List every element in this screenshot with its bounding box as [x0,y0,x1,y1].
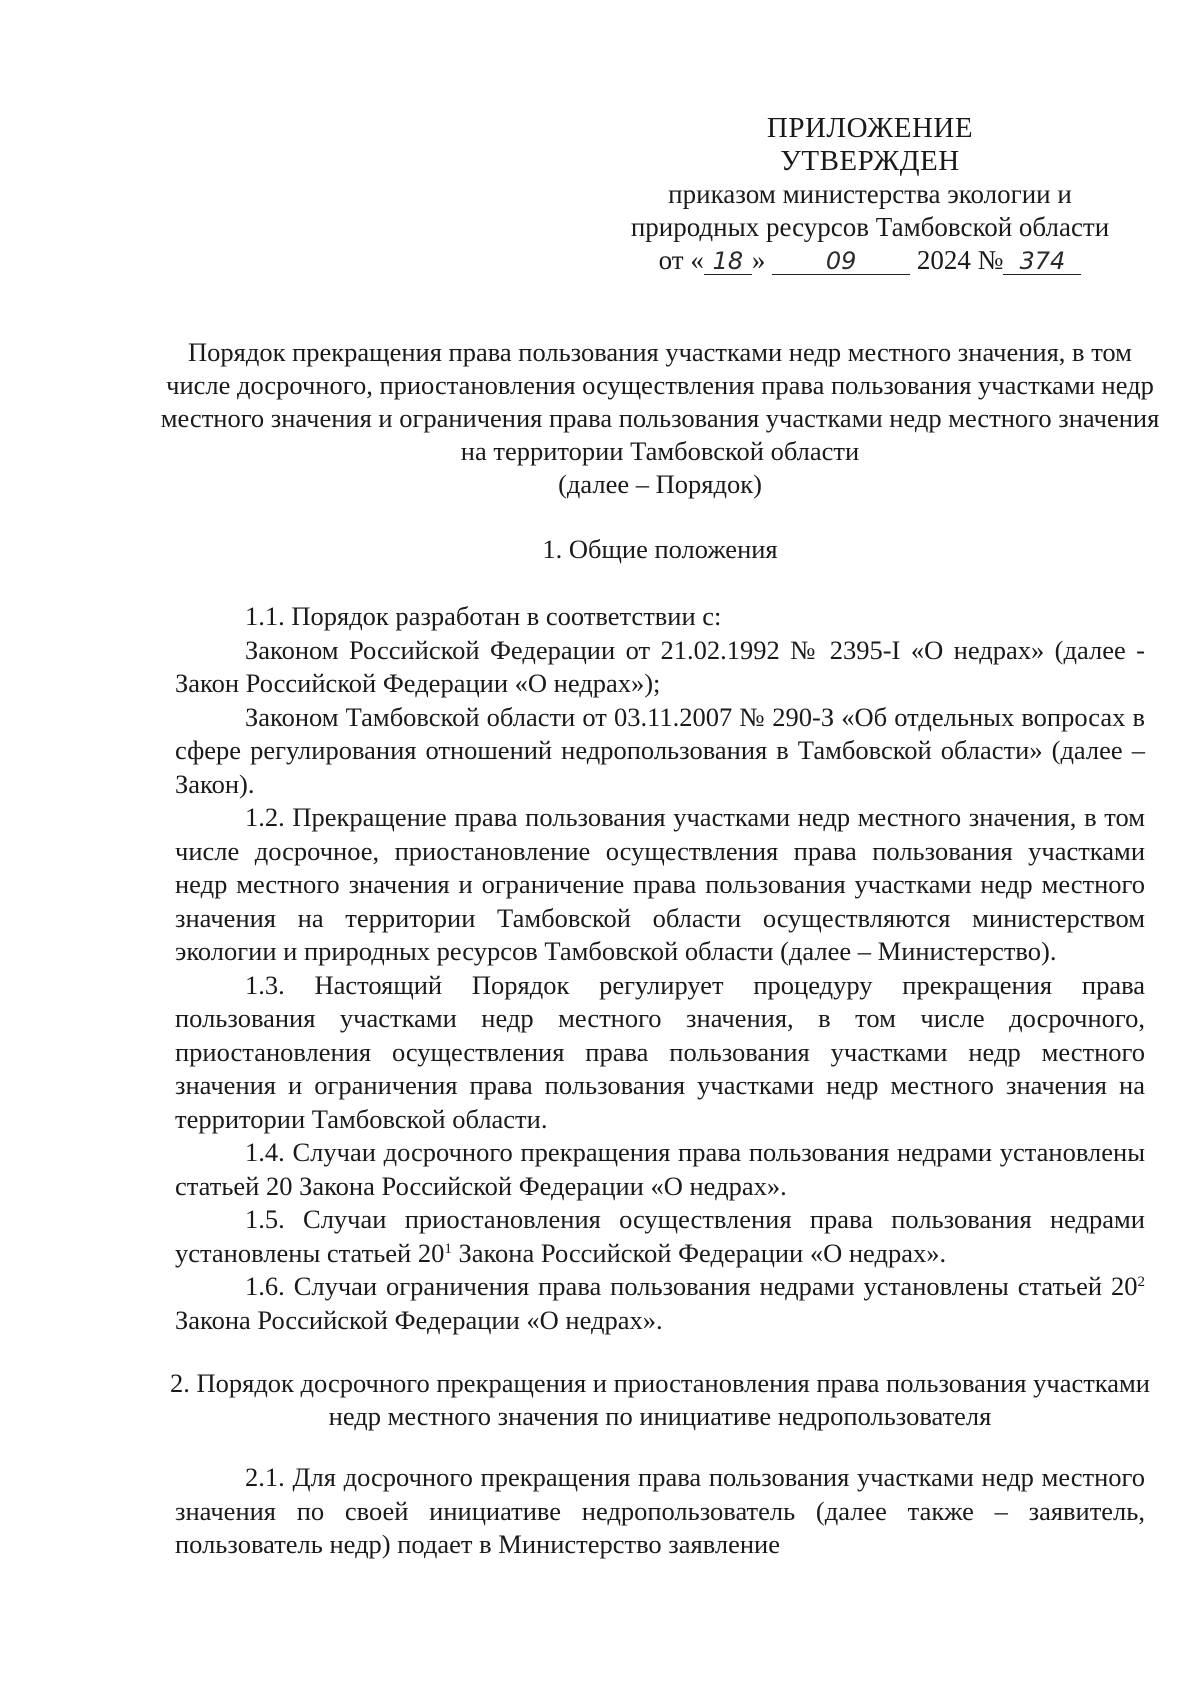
date-year: 2024 № [916,245,1004,275]
p1-6-text-b: Закона Российской Федерации «О недрах». [175,1304,663,1335]
paragraph-1-2: 1.2. Прекращение права пользования участками недр местного значения, в том числе досрочное, приостановление осуществления права пользования участками недр местного значения и ограничение права пользования участками недр местного значения на территории Тамбовской области осуществляются министерством экологии и природных ресурсов Тамбовской области (далее – Министерство). [175,802,1145,966]
date-mid: » [751,245,766,275]
approval-date-line [600,244,1140,277]
date-prefix: от « [658,245,704,275]
paragraph-1-6 [175,1270,1145,1337]
paragraph-1-4: 1.4. Случаи досрочного прекращения права пользования недрами установлены статьей 20 Закона Российской Федерации «О недрах». [175,1137,1145,1201]
approval-line-1: приказом министерства экологии и [668,179,1072,209]
p1-6-text-a: 1.6. Случаи ограничения права пользования недрами установлены статьей 20 [245,1271,1138,1301]
p1-5-text-a: 1.5. Случаи приостановления осуществления права пользования недрами установлены статьей 20 [175,1204,1145,1268]
paragraph-1-1: 1.1. Порядок разработан в соответствии с: [245,601,722,631]
approval-stamp [600,112,1140,277]
paragraph-2-1: 2.1. Для досрочного прекращения права пользования участками недр местного значения по своей инициативе недропользователь (далее также – заявитель, пользователь недр) подает в Министерство заявление [175,1462,1145,1559]
section-1-heading: 1. Общие положения [542,534,778,564]
p1-6-sup: 2 [1137,1274,1145,1290]
section-1-body [175,600,1145,1337]
order-number: 374 [1003,248,1081,275]
approved-label: УТВЕРЖДЕН [780,145,960,177]
paragraph-1-3: 1.3. Настоящий Порядок регулирует процедуру прекращения права пользования участками недр местного значения, в том числе досрочного, приостановления осуществления права пользования участками недр местного значения и ограничения права пользования участками недр местного значения на территории Тамбовской области. [175,969,1145,1134]
paragraph-1-5 [175,1203,1145,1270]
date-month: 09 [772,248,910,275]
appendix-label: ПРИЛОЖЕНИЕ [766,112,974,144]
section-2-body [175,1461,1145,1562]
title-text: Порядок прекращения права пользования участками недр местного значения, в том числе досрочного, приостановления осуществления права пользования участками недр местного значения и ограничения права пользования участками недр местного значения на территории Тамбовской области [160,337,1160,466]
approval-line-2: природных ресурсов Тамбовской области [630,212,1110,242]
p1-5-text-b: Закона Российской Федерации «О недрах». [451,1237,947,1268]
document-title [160,336,1160,501]
title-short: (далее – Порядок) [558,469,762,499]
paragraph-1-1b: Законом Тамбовской области от 03.11.2007 № 290-З «Об отдельных вопросах в сфере регулирования отношений недропользования в Тамбовской области» (далее – Закон). [175,701,1145,799]
p1-5-sup: 1 [444,1240,452,1257]
date-day: 18 [704,248,752,275]
section-2-heading: 2. Порядок досрочного прекращения и приостановления права пользования участками недр местного значения по инициативе недропользователя [170,1368,1150,1431]
paragraph-1-1a: Законом Российской Федерации от 21.02.1992 № 2395-I «О недрах» (далее - Закон Российской Федерации «О недрах»); [175,634,1145,698]
